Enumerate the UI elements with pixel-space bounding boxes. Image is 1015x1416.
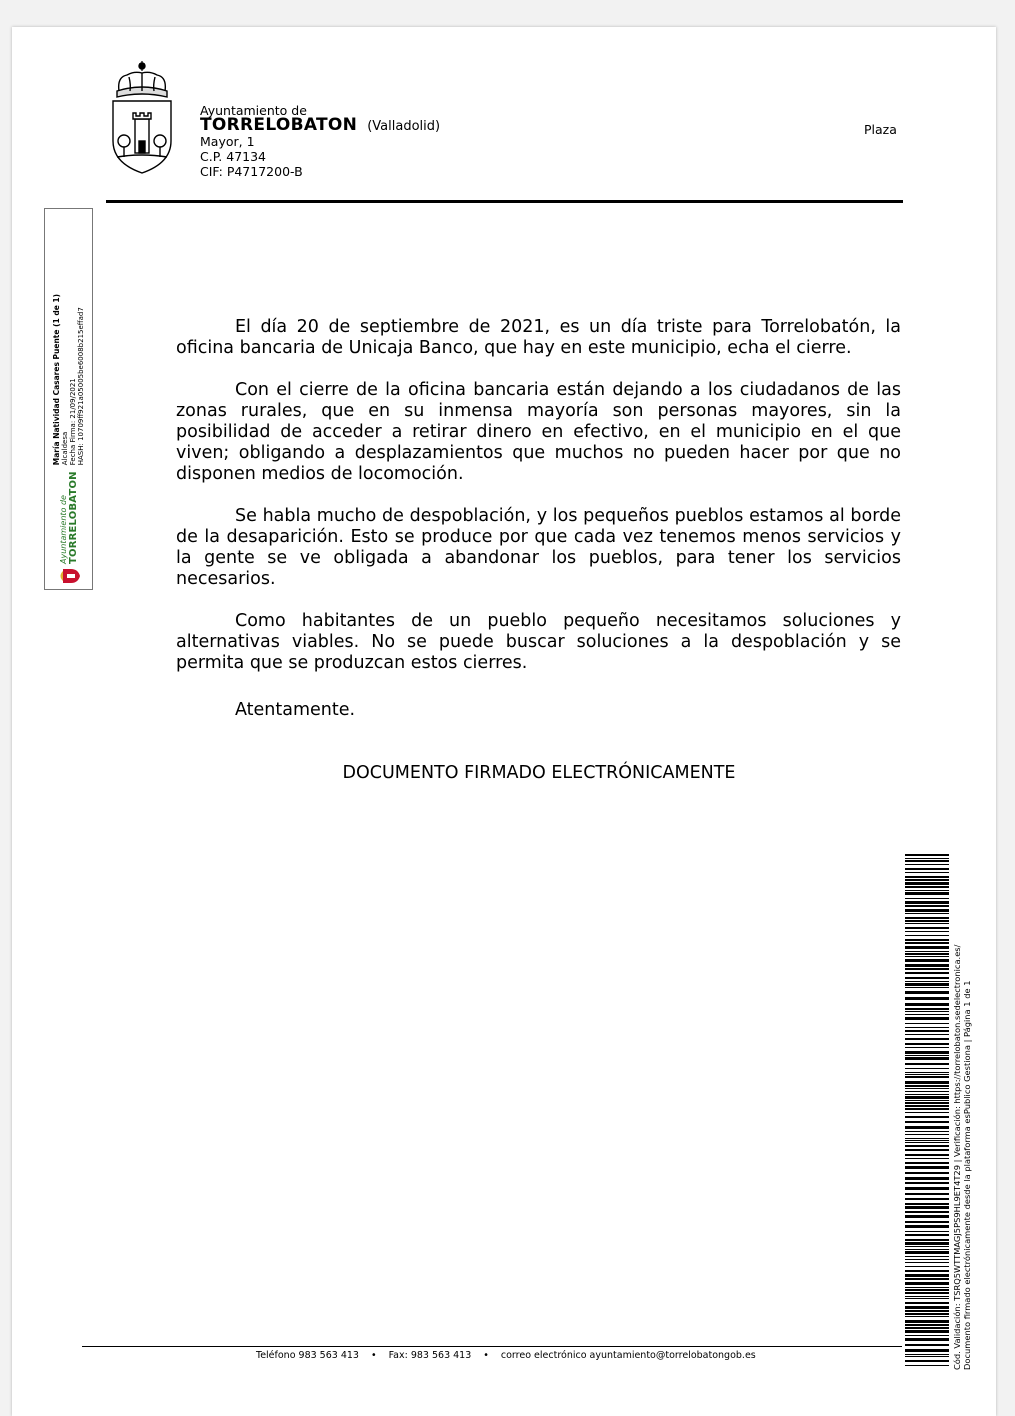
- municipality-header: [200, 103, 440, 179]
- stamp-date: Fecha Firma: 21/09/2021: [68, 378, 77, 466]
- paragraph: Con el cierre de la oficina bancaria están dejando a los ciudadanos de las zonas rurales, que en su inmensa mayoría son personas mayores, sin la posibilidad de acceder a retirar dinero en efectivo, en el municipio en el que viven; obligando a desplazamientos que muchos no pueden hacer por que no disponen medios de locomoción.: [176, 380, 901, 484]
- street-address: Mayor, 1: [200, 134, 255, 149]
- stamp-details: [53, 294, 85, 465]
- stamp-role: Alcaldesa: [60, 431, 69, 466]
- header-divider: [106, 200, 903, 203]
- validation-platform-line: Documento firmado electrónicamente desde la plataforma esPublico Gestiona | Página 1 de 1: [962, 980, 972, 1370]
- validation-text: [952, 905, 976, 1370]
- paragraph: El día 20 de septiembre de 2021, es un día triste para Torrelobatón, la oficina bancaria de Unicaja Banco, que hay en este municipio, echa el cierre.: [176, 317, 901, 358]
- stamp-brand-name: TORRELOBATON: [67, 471, 79, 564]
- barcode-icon: [905, 854, 949, 1368]
- closing-line: Atentamente.: [235, 700, 356, 720]
- footer-separator: •: [483, 1350, 489, 1361]
- coat-of-arms-icon: [107, 57, 177, 177]
- footer-phone: Teléfono 983 563 413: [256, 1350, 359, 1361]
- footer-email: correo electrónico ayuntamiento@torrelobatongob.es: [500, 1350, 756, 1361]
- plaza-label: Plaza: [864, 122, 897, 137]
- stamp-brand: [59, 471, 79, 564]
- footer-separator: •: [370, 1350, 377, 1361]
- paragraph: Se habla mucho de despoblación, y los pequeños pueblos estamos al borde de la desaparición. Esto se produce por que cada vez tenemos menos servicios y la gente se ve obligada a abandonar los pueblos, para tener los servicios necesarios.: [176, 506, 901, 589]
- town-name: TORRELOBATON: [200, 115, 358, 135]
- document-page: [12, 27, 996, 1416]
- footer-contact: [256, 1350, 756, 1361]
- footer-divider: [82, 1346, 902, 1347]
- footer-fax: Fax: 983 563 413: [388, 1350, 472, 1361]
- stamp-hash: HASH: 10709ff921a05005be6008b215effad7: [76, 307, 85, 466]
- paragraph: Como habitantes de un pueblo pequeño necesitamos soluciones y alternativas viables. No se puede buscar soluciones a la despoblación y se permita que se produzcan estos cierres.: [176, 611, 901, 673]
- postal-code: C.P. 47134: [200, 149, 267, 164]
- stamp-crest-icon: [57, 567, 81, 585]
- stamp-signer: María Natividad Casares Puente (1 de 1): [51, 293, 61, 466]
- signature-stamp: [44, 208, 93, 590]
- stamp-brand-prefix: Ayuntamiento de: [58, 495, 68, 564]
- validation-code-line: Cód. Validación: TSRQ5WTTMAGJ5PS9HL9ET4T29 | Verificación: https://torrelobaton.sedelectronica.es/: [952, 944, 962, 1370]
- ayuntamiento-label: Ayuntamiento de: [200, 103, 307, 118]
- letter-body: [176, 317, 901, 695]
- signed-notice: DOCUMENTO FIRMADO ELECTRÓNICAMENTE: [342, 763, 736, 783]
- cif-number: CIF: P4717200-B: [200, 164, 303, 179]
- province-name: (Valladolid): [367, 119, 441, 134]
